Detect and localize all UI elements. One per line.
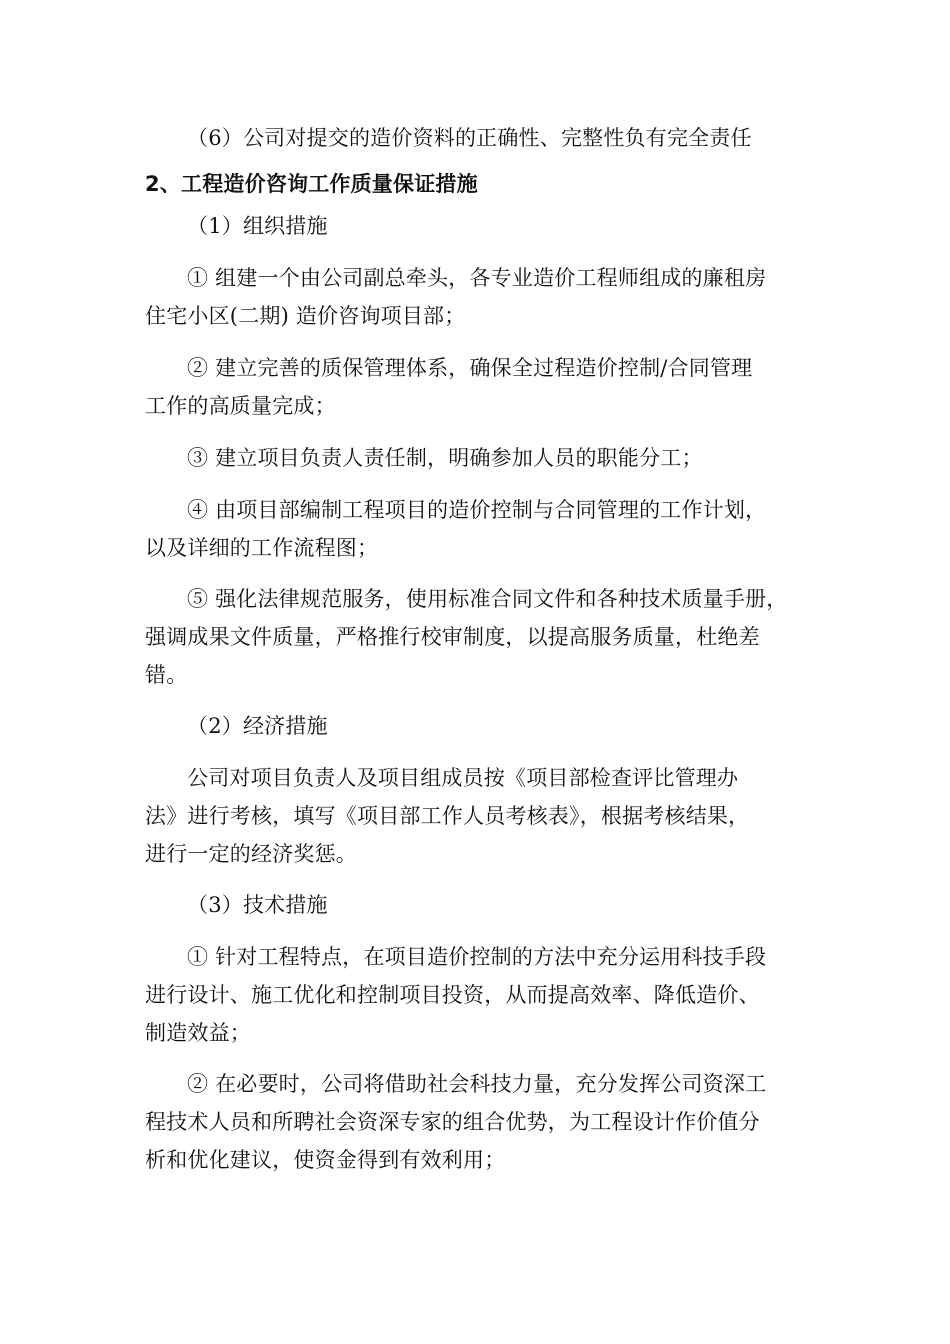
economic-line-3: 进行一定的经济奖惩。 (145, 842, 357, 866)
economic-line-2: 法》进行考核，填写《项目部工作人员考核表》，根据考核结果， (145, 804, 750, 828)
tech-item-1-line-2: 进行设计、施工优化和控制项目投资，从而提高效率、降低造价、 (145, 983, 760, 1007)
org-item-1-line-1: ① 组建一个由公司副总牵头，各专业造价工程师组成的廉租房 (187, 266, 767, 290)
org-item-4-line-1: ④ 由项目部编制工程项目的造价控制与合同管理的工作计划， (187, 498, 767, 522)
tech-item-2-line-3: 析和优化建议，使资金得到有效利用； (145, 1148, 506, 1172)
org-item-1-line-2: 住宅小区(二期) 造价咨询项目部； (145, 304, 466, 328)
org-item-4-line-2: 以及详细的工作流程图； (145, 536, 379, 560)
subheading-economic: （2）经济措施 (187, 714, 328, 738)
section-heading: 2、工程造价咨询工作质量保证措施 (145, 172, 478, 196)
org-item-2-line-1: ② 建立完善的质保管理体系，确保全过程造价控制/合同管理 (187, 356, 753, 380)
tech-item-2-line-2: 程技术人员和所聘社会资深专家的组合优势，为工程设计作价值分 (145, 1110, 760, 1134)
org-item-5-line-3: 错。 (145, 663, 188, 687)
tech-item-1-line-1: ① 针对工程特点，在项目造价控制的方法中充分运用科技手段 (187, 945, 767, 969)
subheading-technical: （3）技术措施 (187, 893, 328, 917)
economic-line-1: 公司对项目负责人及项目组成员按《项目部检查评比管理办 (187, 766, 739, 790)
subheading-organization: （1）组织措施 (187, 214, 328, 238)
tech-item-2-line-1: ② 在必要时，公司将借助社会科技力量，充分发挥公司资深工 (187, 1072, 767, 1096)
org-item-2-line-2: 工作的高质量完成； (145, 394, 336, 418)
tech-item-1-line-3: 制造效益； (145, 1021, 251, 1045)
org-item-5-line-2: 强调成果文件质量，严格推行校审制度，以提高服务质量，杜绝差 (145, 625, 760, 649)
paragraph-item-6: （6）公司对提交的造价资料的正确性、完整性负有完全责任 (187, 126, 752, 150)
org-item-5-line-1: ⑤ 强化法律规范服务，使用标准合同文件和各种技术质量手册， (187, 587, 788, 611)
org-item-3: ③ 建立项目负责人责任制，明确参加人员的职能分工； (187, 446, 703, 470)
